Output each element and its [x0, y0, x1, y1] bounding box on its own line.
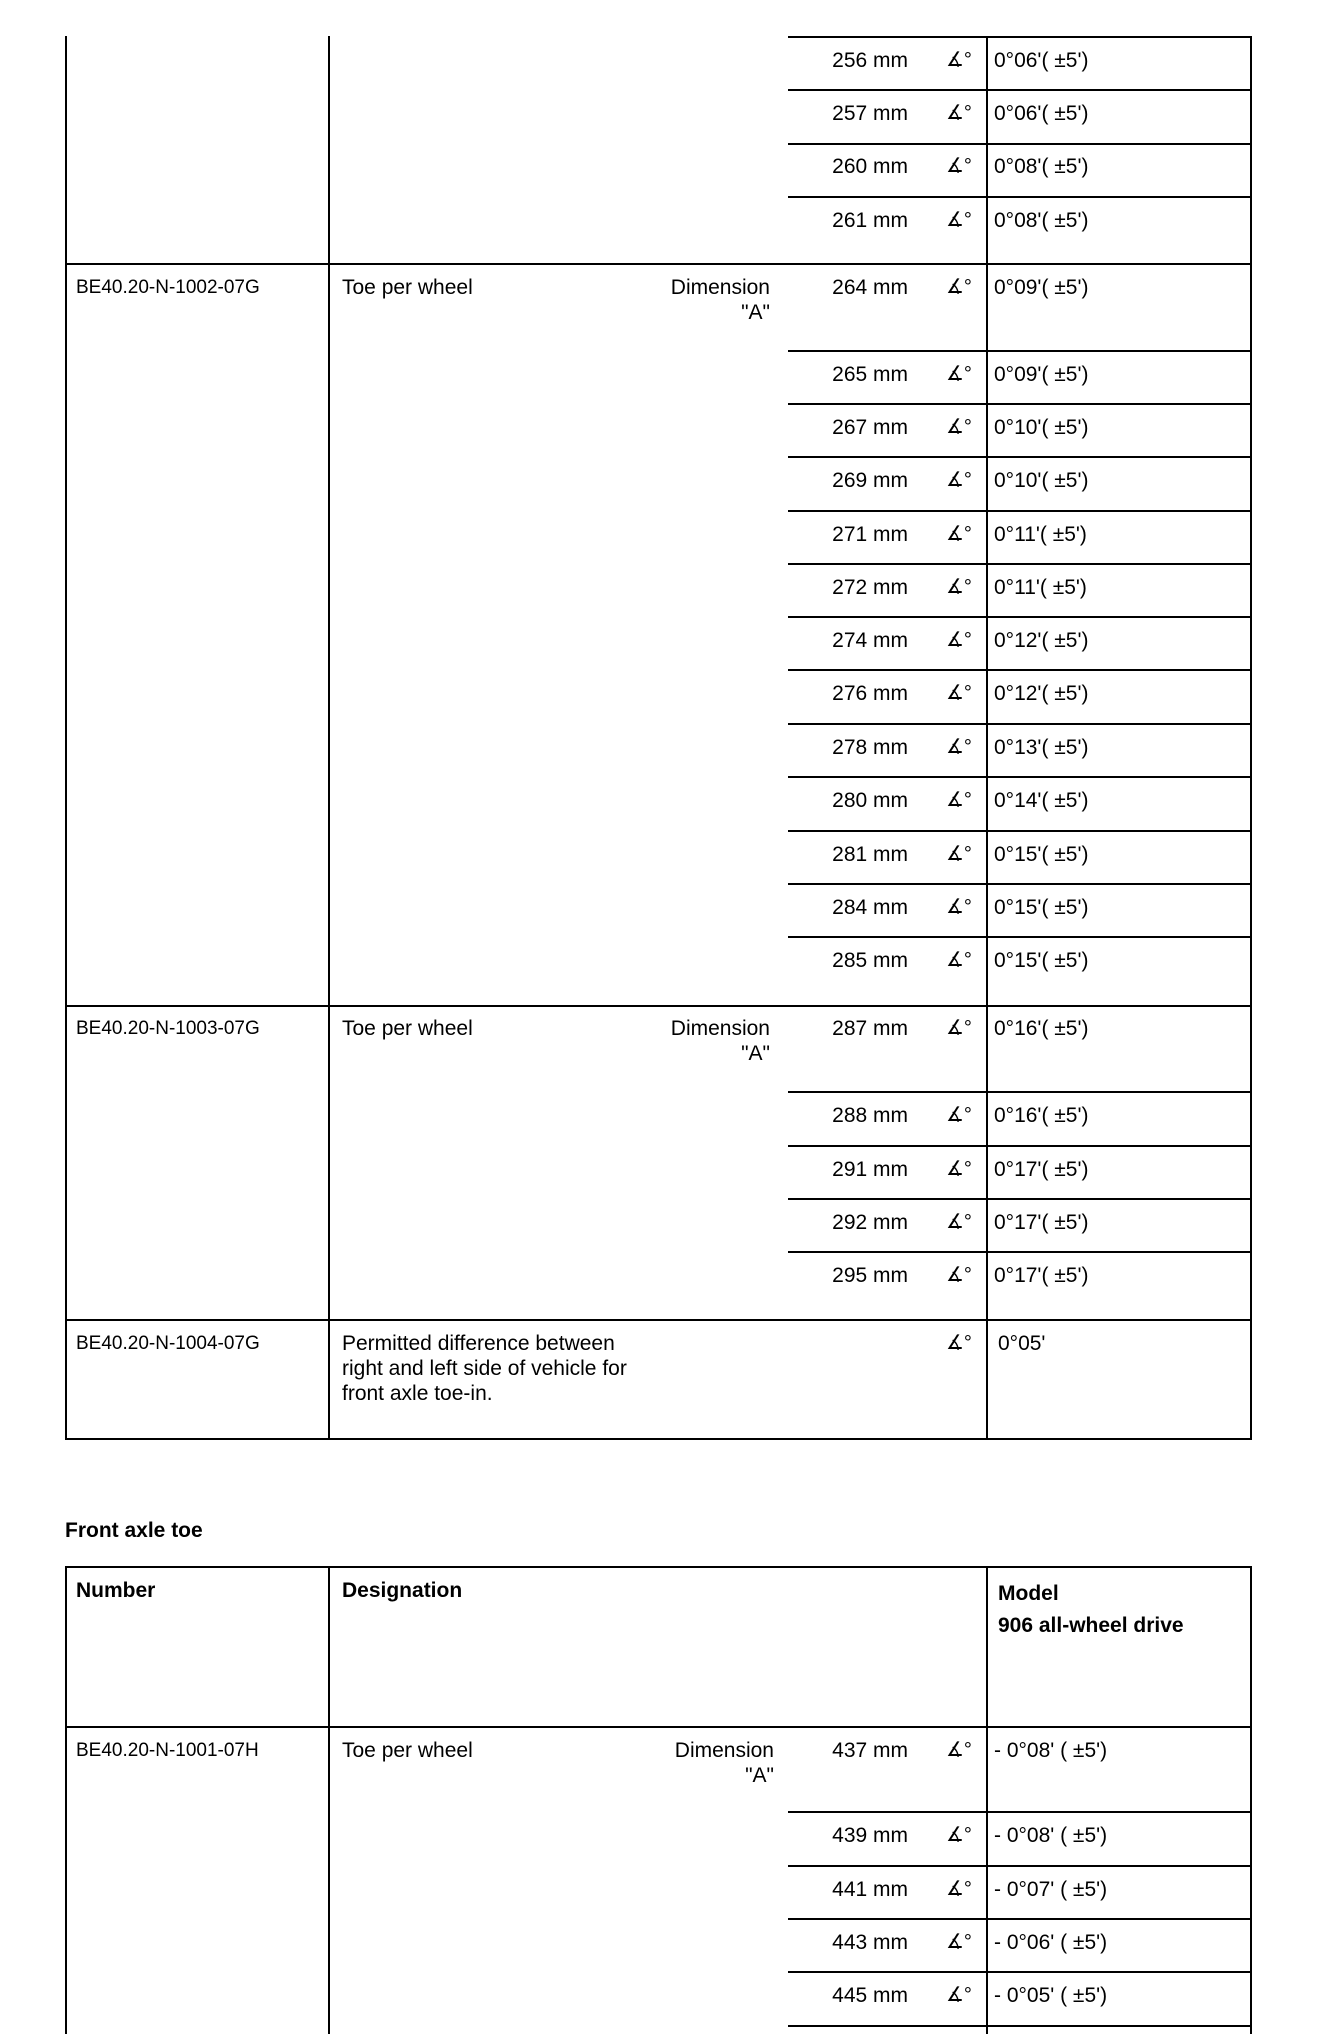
part-number: BE40.20-N-1004-07G — [76, 1333, 260, 1354]
angle-icon: ∡° — [946, 1017, 972, 1039]
row-divider — [788, 89, 1252, 91]
angle-icon: ∡° — [946, 1878, 972, 1900]
angle-icon: ∡° — [946, 1824, 972, 1846]
dimension-value: 267 mm — [832, 416, 908, 439]
angle-icon: ∡° — [946, 416, 972, 438]
table2-right-border — [1250, 1566, 1252, 2034]
row-divider — [788, 1145, 1252, 1147]
toe-value: 0°06'( ±5') — [994, 49, 1089, 72]
toe-value: - 0°08' ( ±5') — [994, 1739, 1108, 1762]
toe-value: 0°12'( ±5') — [994, 629, 1089, 652]
designation: Toe per wheel — [342, 276, 473, 299]
dimension-value: 441 mm — [832, 1878, 908, 1901]
row-divider — [788, 1918, 1252, 1920]
angle-icon: ∡° — [946, 1332, 972, 1354]
dimension-value: 272 mm — [832, 576, 908, 599]
dimension-value: 445 mm — [832, 1984, 908, 2007]
table1-bottom-border — [65, 1438, 1252, 1440]
angle-icon: ∡° — [946, 736, 972, 758]
angle-icon: ∡° — [946, 1104, 972, 1126]
toe-value: - 0°07' ( ±5') — [994, 1878, 1108, 1901]
toe-value: 0°06'( ±5') — [994, 102, 1089, 125]
row-divider — [788, 1091, 1252, 1093]
dimension-value: 291 mm — [832, 1158, 908, 1181]
header-model: Model 906 all-wheel drive — [998, 1582, 1184, 1637]
toe-value: 0°16'( ±5') — [994, 1104, 1089, 1127]
dimension-value: 280 mm — [832, 789, 908, 812]
row-divider — [788, 723, 1252, 725]
dimension-value: 269 mm — [832, 469, 908, 492]
dimension-value: 439 mm — [832, 1824, 908, 1847]
toe-value: 0°15'( ±5') — [994, 949, 1089, 972]
toe-value: 0°08'( ±5') — [994, 209, 1089, 232]
row-divider — [788, 456, 1252, 458]
toe-value: 0°15'( ±5') — [994, 843, 1089, 866]
toe-value: 0°08'( ±5') — [994, 155, 1089, 178]
dimension-value: 443 mm — [832, 1931, 908, 1954]
row-divider — [788, 776, 1252, 778]
row-divider — [788, 350, 1252, 352]
header-designation: Designation — [342, 1579, 463, 1602]
toe-value: 0°16'( ±5') — [994, 1017, 1089, 1040]
toe-value: 0°10'( ±5') — [994, 469, 1089, 492]
table2-col-divider — [328, 1566, 330, 2034]
row-divider — [788, 36, 1252, 38]
row-divider — [788, 669, 1252, 671]
angle-icon: ∡° — [946, 1984, 972, 2006]
row-divider — [788, 510, 1252, 512]
dimension-value: 437 mm — [832, 1739, 908, 1762]
dimension-value: 276 mm — [832, 682, 908, 705]
angle-icon: ∡° — [946, 682, 972, 704]
angle-icon: ∡° — [946, 276, 972, 298]
angle-icon: ∡° — [946, 576, 972, 598]
part-number: BE40.20-N-1001-07H — [76, 1740, 259, 1761]
table1-left-border — [65, 36, 67, 1440]
dimension-value: 281 mm — [832, 843, 908, 866]
row-divider — [788, 1198, 1252, 1200]
toe-value: 0°11'( ±5') — [994, 576, 1087, 599]
dimension-value: 257 mm — [832, 102, 908, 125]
dimension-value: 274 mm — [832, 629, 908, 652]
row-divider — [788, 830, 1252, 832]
dimension-label: Dimension "A" — [674, 1739, 774, 1787]
angle-icon: ∡° — [946, 789, 972, 811]
toe-value: 0°13'( ±5') — [994, 736, 1089, 759]
dimension-value: 271 mm — [832, 523, 908, 546]
dimension-label: Dimension "A" — [670, 1017, 770, 1065]
row-divider — [788, 403, 1252, 405]
table2-value-divider — [986, 1566, 988, 2034]
angle-icon: ∡° — [946, 1211, 972, 1233]
angle-icon: ∡° — [946, 155, 972, 177]
table1-value-divider — [986, 36, 988, 1440]
toe-value: 0°17'( ±5') — [994, 1264, 1089, 1287]
row-divider — [788, 616, 1252, 618]
dimension-value: 295 mm — [832, 1264, 908, 1287]
group-divider — [65, 263, 1252, 265]
designation: Toe per wheel — [342, 1739, 473, 1762]
toe-value: - 0°08' ( ±5') — [994, 1824, 1108, 1847]
angle-icon: ∡° — [946, 1264, 972, 1286]
angle-icon: ∡° — [946, 1158, 972, 1180]
designation: Permitted difference between right and left side of vehicle for front axle toe-in. — [342, 1332, 627, 1405]
dimension-value: 285 mm — [832, 949, 908, 972]
toe-value: 0°09'( ±5') — [994, 276, 1089, 299]
angle-icon: ∡° — [946, 1931, 972, 1953]
row-divider — [788, 2025, 1252, 2027]
toe-value: 0°15'( ±5') — [994, 896, 1089, 919]
toe-value: - 0°05' ( ±5') — [994, 1984, 1108, 2007]
table2-top-border — [65, 1566, 1252, 1568]
angle-icon: ∡° — [946, 629, 972, 651]
dimension-value: 278 mm — [832, 736, 908, 759]
dimension-value: 284 mm — [832, 896, 908, 919]
designation: Toe per wheel — [342, 1017, 473, 1040]
angle-icon: ∡° — [946, 949, 972, 971]
part-number: BE40.20-N-1002-07G — [76, 277, 260, 298]
row-divider — [788, 143, 1252, 145]
angle-icon: ∡° — [946, 523, 972, 545]
angle-icon: ∡° — [946, 1739, 972, 1761]
header-number: Number — [76, 1579, 156, 1602]
angle-icon: ∡° — [946, 896, 972, 918]
group-divider — [65, 1005, 1252, 1007]
toe-value: 0°09'( ±5') — [994, 363, 1089, 386]
row-divider — [788, 1971, 1252, 1973]
toe-value: 0°17'( ±5') — [994, 1158, 1089, 1181]
row-divider — [788, 936, 1252, 938]
row-divider — [788, 883, 1252, 885]
toe-value: 0°11'( ±5') — [994, 523, 1087, 546]
angle-icon: ∡° — [946, 49, 972, 71]
dimension-value: 260 mm — [832, 155, 908, 178]
row-divider — [788, 1811, 1252, 1813]
dimension-label: Dimension "A" — [670, 276, 770, 324]
section-title: Front axle toe — [65, 1519, 203, 1542]
header-divider — [65, 1726, 1252, 1728]
table1-col-divider — [328, 36, 330, 1440]
dimension-value: 288 mm — [832, 1104, 908, 1127]
table1-right-border — [1250, 36, 1252, 1440]
angle-icon: ∡° — [946, 843, 972, 865]
toe-difference-value: 0°05' — [998, 1332, 1046, 1355]
dimension-value: 265 mm — [832, 363, 908, 386]
dimension-value: 287 mm — [832, 1017, 908, 1040]
angle-icon: ∡° — [946, 469, 972, 491]
part-number: BE40.20-N-1003-07G — [76, 1018, 260, 1039]
dimension-value: 264 mm — [832, 276, 908, 299]
toe-value: 0°14'( ±5') — [994, 789, 1089, 812]
group-divider — [65, 1319, 1252, 1321]
toe-value: 0°17'( ±5') — [994, 1211, 1089, 1234]
toe-value: - 0°06' ( ±5') — [994, 1931, 1108, 1954]
toe-value: 0°12'( ±5') — [994, 682, 1089, 705]
row-divider — [788, 563, 1252, 565]
dimension-value: 256 mm — [832, 49, 908, 72]
dimension-value: 292 mm — [832, 1211, 908, 1234]
angle-icon: ∡° — [946, 363, 972, 385]
row-divider — [788, 1251, 1252, 1253]
row-divider — [788, 196, 1252, 198]
angle-icon: ∡° — [946, 209, 972, 231]
toe-value: 0°10'( ±5') — [994, 416, 1089, 439]
row-divider — [788, 1865, 1252, 1867]
table2-left-border — [65, 1566, 67, 2034]
dimension-value: 261 mm — [832, 209, 908, 232]
angle-icon: ∡° — [946, 102, 972, 124]
